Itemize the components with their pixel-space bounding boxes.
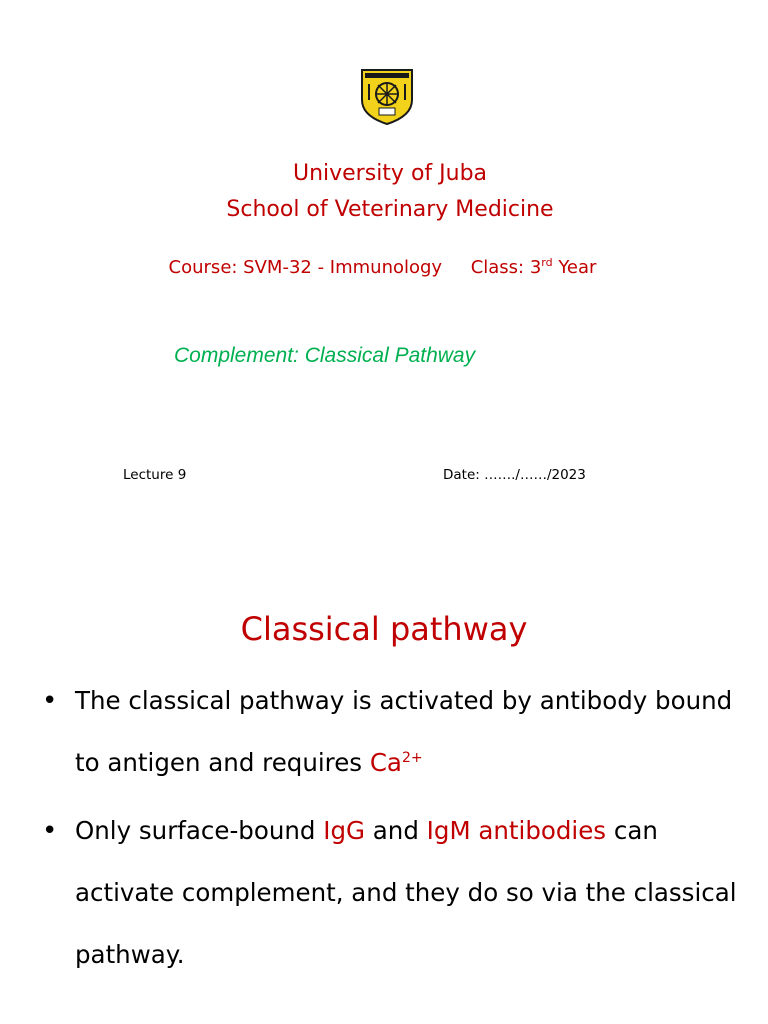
- slide-title: Classical pathway: [240, 610, 528, 648]
- university-logo-icon: [359, 66, 415, 126]
- bullet-icon: •: [42, 686, 58, 716]
- list-item: [42, 800, 752, 986]
- class-label: Class: 3rd Year: [470, 256, 597, 278]
- igm-term: IgM antibodies: [426, 816, 607, 845]
- course-label: Course: SVM-32 - Immunology: [168, 257, 443, 278]
- bullet-text: The classical pathway is activated by antibody bound to antigen and requires $Ca^{2+}$: [75, 686, 733, 777]
- content-slide: [0, 560, 768, 1024]
- lecture-number: Lecture 9: [123, 467, 187, 483]
- lecture-topic: Complement: Classical Pathway: [174, 344, 476, 367]
- bullet-text: Only surface-bound IgG and IgM antibodies can activate complement, and they do so via the classical pathway.: [75, 816, 737, 969]
- bullet-icon: •: [42, 816, 58, 846]
- school-name: School of Veterinary Medicine: [226, 197, 554, 222]
- course-info: [0, 256, 765, 278]
- list-item: [42, 670, 752, 794]
- calcium-term: $Ca^{2+}$: [369, 748, 423, 777]
- university-name: University of Juba: [292, 161, 488, 186]
- lecture-date: Date: ……./……/2023: [443, 467, 586, 483]
- bullet-list: [42, 670, 752, 992]
- igg-term: IgG: [323, 816, 365, 845]
